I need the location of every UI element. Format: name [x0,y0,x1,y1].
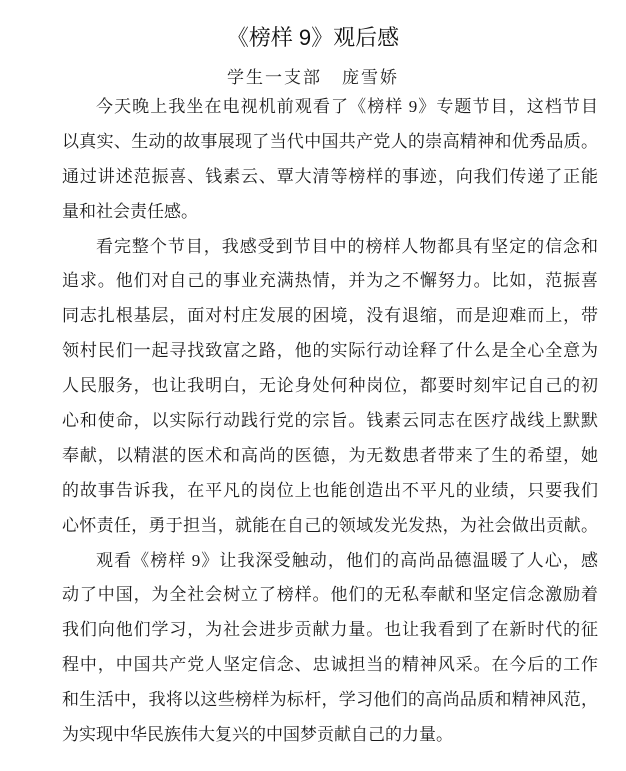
text-line: 看完整个节目，我感受到节目中的榜样人物都具有坚定的信念和 [96,236,598,256]
text-line: 今天晚上我坐在电视机前观看了《榜样 9》专题节目，这档节目 [96,97,598,116]
paragraph [62,544,598,753]
text-line: 观看《榜样 9》让我深受触动，他们的高尚品德温暖了人心，感 [96,550,598,570]
author: 庞雪娇 [342,68,399,87]
text-line: 人民服务，也让我明白，无论身处何种岗位，都要时刻牢记自己的初 [62,376,598,396]
byline [0,64,626,92]
paragraph [62,90,598,230]
document-title: 《榜样 9》观后感 [226,25,400,50]
text-line: 程中，中国共产党人坚定信念、忠诚担当的精神风采。在今后的工作 [62,655,598,675]
text-line: 量和社会责任感。 [62,201,198,221]
text-line: 我们向他们学习，为社会进步贡献力量。也让我看到了在新时代的征 [62,620,598,640]
text-line: 领村民们一起寻找致富之路，他的实际行动诠释了什么是全心全意为 [62,341,598,361]
text-line: 和生活中，我将以这些榜样为标杆，学习他们的高尚品质和精神风范， [62,690,598,710]
text-line: 奉献，以精湛的医术和高尚的医德，为无数患者带来了生的希望，她 [62,445,598,465]
text-line: 的故事告诉我，在平凡的岗位上也能创造出不平凡的业绩，只要我们 [62,480,598,500]
text-line: 动了中国，为全社会树立了榜样。他们的无私奉献和坚定信念激励着 [62,585,598,605]
text-line: 为实现中华民族伟大复兴的中国梦贡献自己的力量。 [62,725,453,745]
text-line: 以真实、生动的故事展现了当代中国共产党人的崇高精神和优秀品质。 [62,131,598,151]
text-line: 心怀责任，勇于担当，就能在自己的领域发光发热，为社会做出贡献。 [62,515,598,535]
text-line: 追求。他们对自己的事业充满热情，并为之不懈努力。比如，范振喜 [62,271,598,291]
text-line: 心和使命，以实际行动践行党的宗旨。钱素云同志在医疗战线上默默 [62,411,598,431]
document-body [62,90,598,753]
text-line: 同志扎根基层，面对村庄发展的困境，没有退缩，而是迎难而上，带 [62,306,598,326]
paragraph [62,230,598,544]
text-line: 通过讲述范振喜、钱素云、覃大清等榜样的事迹，向我们传递了正能 [62,166,598,186]
department: 学生一支部 [227,68,322,87]
